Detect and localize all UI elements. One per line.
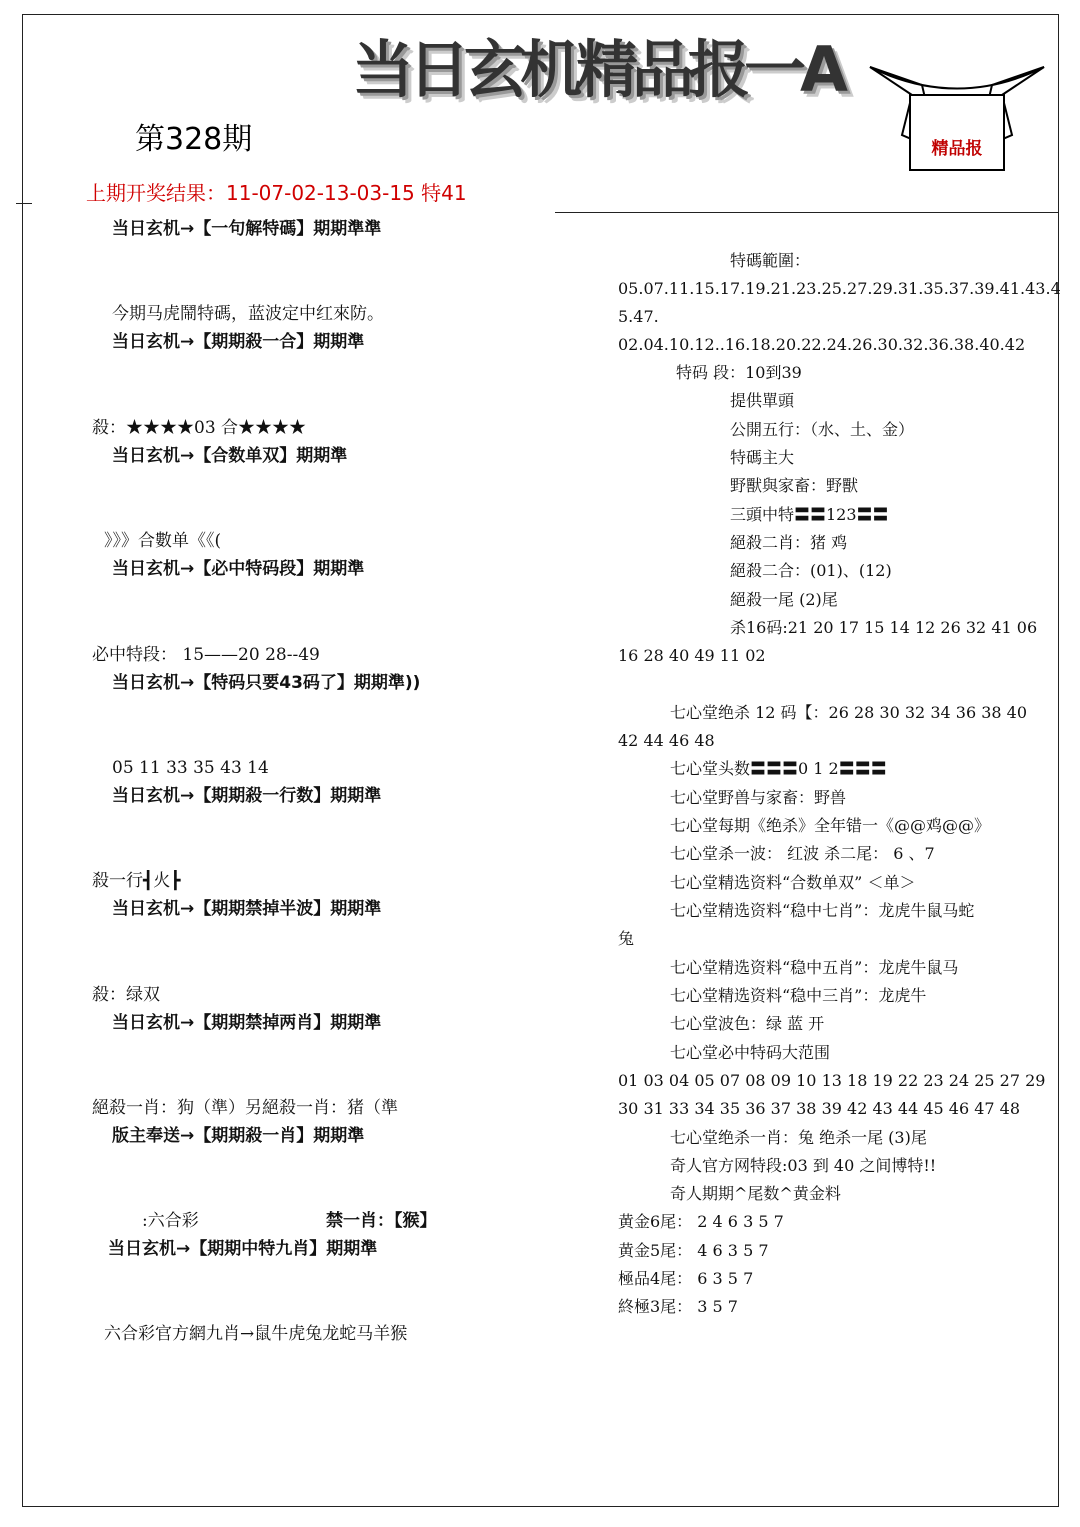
left-line: :六合彩 [142, 1211, 199, 1231]
right-line: 5.47. [618, 307, 659, 326]
right-line: 黄金6尾： 2 4 6 3 5 7 [618, 1212, 784, 1231]
left-line: 今期马虎鬧特碼，蓝波定中红來防。 [112, 304, 384, 324]
section-header: 当日玄机→【特码只要43码了】期期準)) [112, 673, 421, 693]
left-line: 必中特段： 15——20 28--49 [92, 645, 320, 665]
section-header: 当日玄机→【期期殺一合】期期準 [112, 332, 365, 352]
section-header: 当日玄机→【期期殺一行数】期期準 [112, 786, 382, 806]
right-line: 杀16码:21 20 17 15 14 12 26 32 41 06 [730, 618, 1038, 637]
right-line: 特碼主大 [730, 448, 795, 467]
right-line: 公開五行：（水、土、金） [730, 420, 915, 439]
header-divider [555, 212, 1058, 213]
right-line: 七心堂精选资料“稳中五肖”：龙虎牛鼠马 [670, 958, 959, 977]
logo-title: 当日玄机精品报一A [352, 33, 842, 106]
section-header: 当日玄机→【一句解特碼】期期準準 [112, 219, 382, 239]
left-line: 禁一肖：【猴】 [326, 1211, 437, 1231]
right-line: 七心堂精选资料“合数单双” ＜单＞ [670, 873, 916, 892]
right-line: 極品4尾： 6 3 5 7 [618, 1269, 754, 1288]
right-line: 七心堂头数〓〓〓0 1 2〓〓〓 [670, 759, 887, 778]
section-header: 当日玄机→【期期禁掉两肖】期期準 [112, 1013, 382, 1033]
right-line: 提供單頭 [730, 391, 795, 410]
section-header: 当日玄机→【期期禁掉半波】期期準 [112, 899, 382, 919]
section-header: 当日玄机→【期期中特九肖】期期準 [108, 1239, 378, 1259]
left-line: 六合彩官方網九肖→鼠牛虎兔龙蛇马羊猴 [104, 1324, 408, 1344]
right-line: 絕殺一尾 (2)尾 [730, 590, 838, 609]
right-line: 七心堂绝杀一肖：兔 绝杀一尾 (3)尾 [670, 1128, 927, 1147]
right-line: 16 28 40 49 11 02 [618, 646, 766, 665]
issue-number: 第328期 [135, 122, 253, 157]
right-line: 七心堂野兽与家畜：野兽 [670, 788, 847, 807]
left-line: 殺：绿双 [92, 985, 160, 1005]
section-header: 当日玄机→【合数单双】期期準 [112, 446, 348, 466]
right-line: 七心堂精选资料“稳中三肖”：龙虎牛 [670, 986, 927, 1005]
right-line: 七心堂波色：绿 蓝 开 [670, 1014, 825, 1033]
section-header: 当日玄机→【必中特码段】期期準 [112, 559, 365, 579]
right-line: 絕殺二合：(01)、(12) [730, 561, 892, 580]
banner-label: 精品报 [931, 139, 983, 159]
right-line: 七心堂精选资料“稳中七肖”：龙虎牛鼠马蛇 [670, 901, 975, 920]
right-line: 終極3尾： 3 5 7 [618, 1297, 738, 1316]
section-header: 版主奉送→【期期殺一肖】期期準 [112, 1126, 365, 1146]
left-line: 05 11 33 35 43 14 [112, 758, 269, 778]
right-line: 兔 [618, 929, 635, 948]
right-line: 奇人期期^尾数^黄金料 [670, 1184, 841, 1203]
right-line: 七心堂杀一波： 红波 杀二尾： 6 、7 [670, 844, 935, 863]
left-line: 》》》合數单《《( [104, 531, 222, 551]
right-line: 黄金5尾： 4 6 3 5 7 [618, 1241, 769, 1260]
left-line: 殺一行┫火┣ [92, 871, 181, 891]
left-line: 絕殺一肖：狗（準）另絕殺一肖：猪（準 [92, 1098, 398, 1118]
right-line: 特碼範圍： [730, 251, 811, 270]
right-line: 30 31 33 34 35 36 37 38 39 42 43 44 45 46 47 48 [618, 1099, 1021, 1118]
left-tick-mark [16, 203, 32, 204]
right-line: 絕殺二肖：猪 鸡 [730, 533, 848, 552]
banner-ribbon-icon [862, 55, 1052, 173]
right-line: 02.04.10.12..16.18.20.22.24.26.30.32.36.38.40.42 [618, 335, 1026, 354]
right-line: 野獸與家畜：野獸 [730, 476, 859, 495]
right-line: 七心堂绝杀 12 码【：26 28 30 32 34 36 38 40 [670, 703, 1028, 722]
right-line: 01 03 04 05 07 08 09 10 13 18 19 22 23 24 25 27 29 [618, 1071, 1046, 1090]
left-line: 殺：★★★★03 合★★★★ [92, 418, 307, 438]
right-line: 三頭中特〓〓123〓〓 [730, 505, 889, 524]
right-line: 奇人官方网特段:03 到 40 之间博特!! [670, 1156, 937, 1175]
last-draw-result: 上期开奖结果：11-07-02-13-03-15 特41 [86, 181, 467, 205]
right-line: 七心堂每期《绝杀》全年错一《@@鸡@@》 [670, 816, 991, 835]
right-line: 特码 段：10到39 [676, 363, 802, 382]
right-line: 七心堂必中特码大范围 [670, 1043, 831, 1062]
right-line: 05.07.11.15.17.19.21.23.25.27.29.31.35.37.39.41.43.4 [618, 279, 1061, 298]
right-line: 42 44 46 48 [618, 731, 715, 750]
